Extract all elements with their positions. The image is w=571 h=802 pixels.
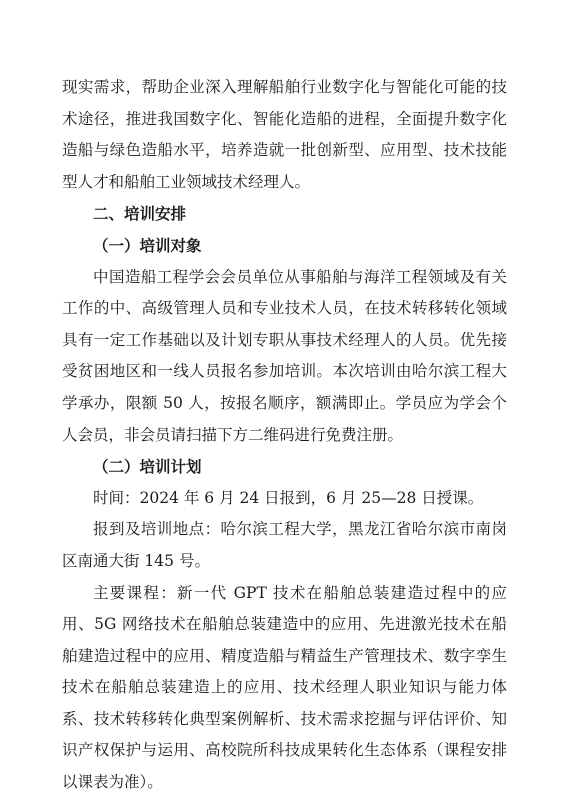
training-location: 报到及培训地点：哈尔滨工程大学，黑龙江省哈尔滨市南岗区南通大街 145 号。 <box>62 520 507 570</box>
subsection-one-heading: （一）培训对象 <box>93 235 202 255</box>
section-two-heading: 二、培训安排 <box>93 204 187 224</box>
subsection-one-body: 中国造船工程学会会员单位从事船舶与海洋工程领域及有关工作的中、高级管理人员和专业技术人员，在技术转移转化领域具有一定工作基础以及计划专职从事技术经理人的人员。优先接受贫困地区和一线人员报名参加培训。本次培训由哈尔滨工程大学承办，限额 50 人，按报名顺序，额满即止。学员应为学会个人会员，非会员请扫描下方二维码进行免费注册。 <box>62 267 507 444</box>
main-courses: 主要课程：新一代 GPT 技术在船舶总装建造过程中的应用、5G 网络技术在船舶总装建造中的应用、先进激光技术在船舶建造过程中的应用、精度造船与精益生产管理技术、数字孪生技术在船舶总装建造上的应用、技术经理人职业知识与能力体系、技术转移转化典型案例解析、技术需求挖掘与评估评价、知识产权保护与运用、高校院所科技成果转化生态体系（课程安排以课表为准）。 <box>62 583 507 792</box>
training-time: 时间：2024 年 6 月 24 日报到，6 月 25—28 日授课。 <box>93 488 484 507</box>
intro-paragraph: 现实需求，帮助企业深入理解船舶行业数字化与智能化可能的技术途径，推进我国数字化、智能化造船的进程，全面提升数字化造船与绿色造船水平，培养造就一批创新型、应用型、技术技能型人才和船舶工业领域技术经理人。 <box>62 78 507 191</box>
subsection-two-heading: （二）培训计划 <box>93 457 202 477</box>
